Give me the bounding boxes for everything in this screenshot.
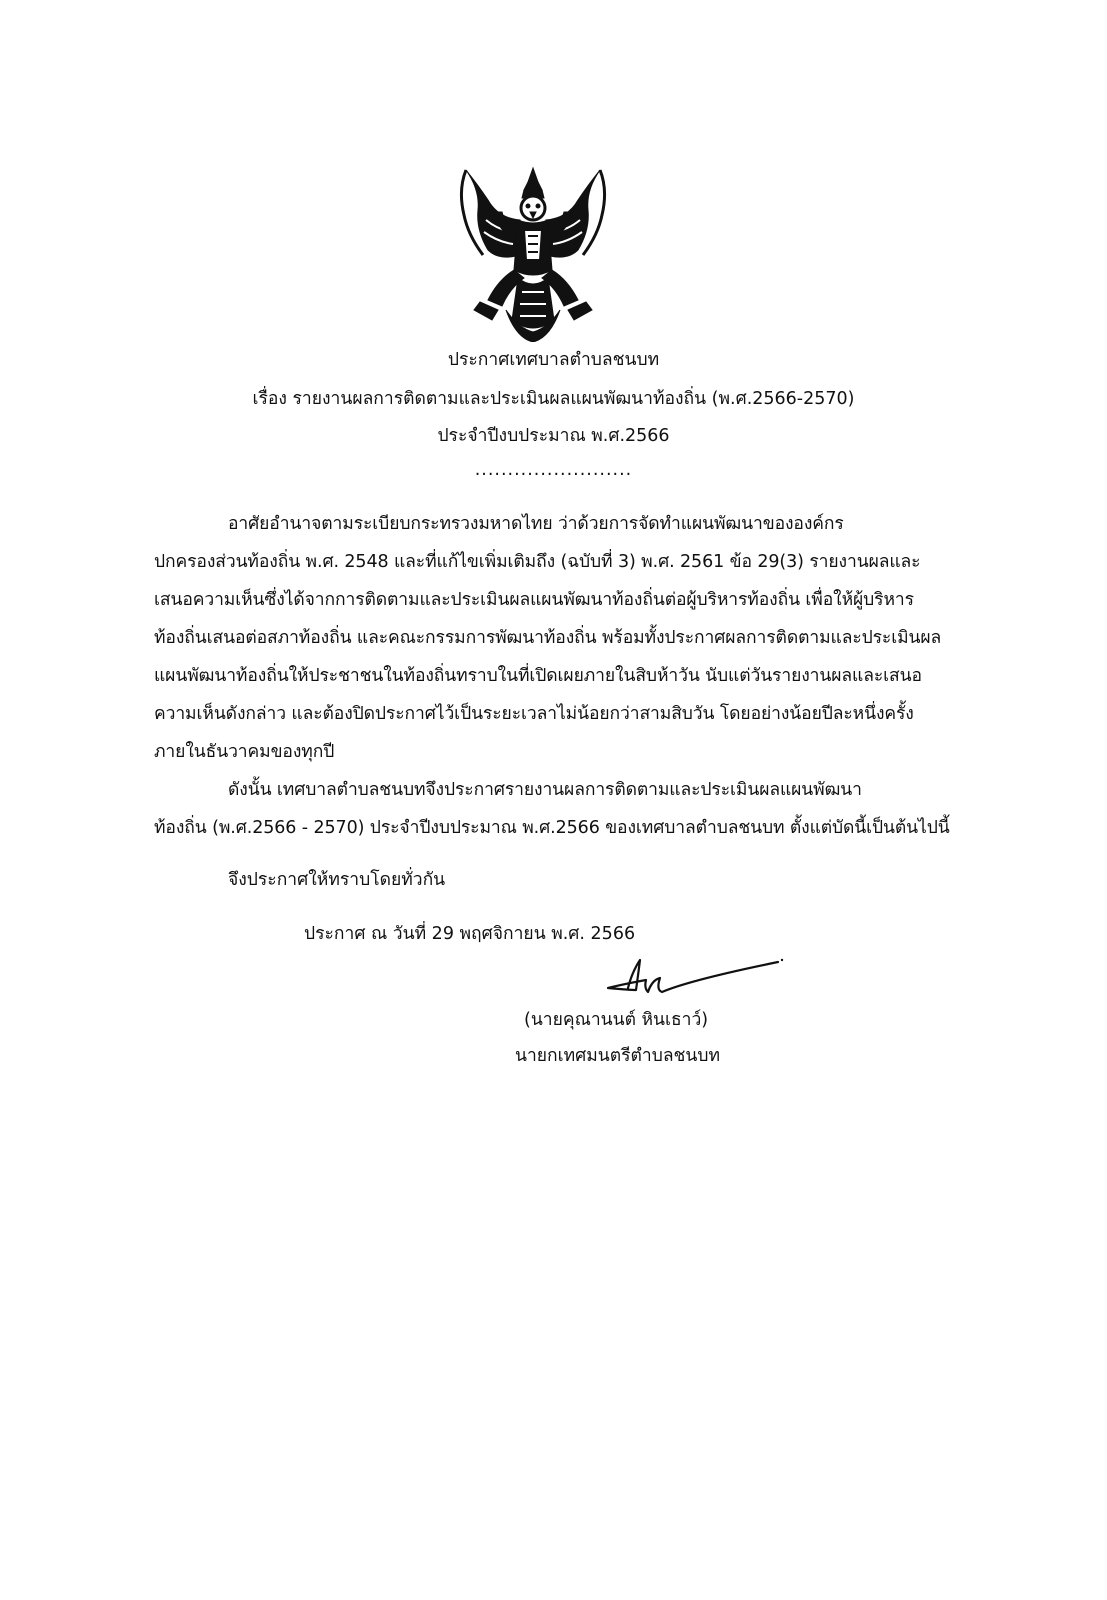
date-line: ประกาศ ณ วันที่ 29 พฤศจิกายน พ.ศ. 2566	[304, 924, 636, 944]
paragraph-line: ท้องถิ่นเสนอต่อสภาท้องถิ่น และคณะกรรมการพัฒนาท้องถิ่น พร้อมทั้งประกาศผลการติดตามและประเมินผล	[154, 628, 942, 648]
paragraph-line: เสนอความเห็นซึ่งได้จากการติดตามและประเมินผลแผนพัฒนาท้องถิ่นต่อผู้บริหารท้องถิ่น เพื่อให้ผู้บริหาร	[154, 590, 914, 610]
paragraph-line: ความเห็นดังกล่าว และต้องปิดประกาศไว้เป็นระยะเวลาไม่น้อยกว่าสามสิบวัน โดยอย่างน้อยปีละหนึ่งครั้ง	[154, 704, 914, 724]
paragraph-announcement-continued	[154, 816, 974, 840]
signatory-position: นายกเทศมนตรีตำบลชนบท	[515, 1046, 721, 1066]
paragraph-line: แผนพัฒนาท้องถิ่นให้ประชาชนในท้องถิ่นทราบในที่เปิดเผยภายในสิบห้าวัน นับแต่วันรายงานผลและเสนอ	[154, 666, 922, 686]
handwritten-signature	[600, 950, 800, 1010]
paragraph-line: ท้องถิ่น (พ.ศ.2566 - 2570) ประจำปีงบประมาณ พ.ศ.2566 ของเทศบาลตำบลชนบท ตั้งแต่บัดนี้เป็นต้นไปนี้	[154, 818, 950, 838]
paragraph-authority	[222, 512, 972, 550]
paragraph-line: ภายในธันวาคมของทุกปี	[154, 742, 335, 762]
paragraph-announcement	[228, 778, 978, 802]
signatory-name: (นายคุณานนต์ หินเธาว์)	[524, 1010, 709, 1030]
paragraph-line: อาศัยอำนาจตามระเบียบกระทรวงมหาดไทย ว่าด้วยการจัดทำแผนพัฒนาขององค์กร	[228, 514, 844, 534]
closing-line: จึงประกาศให้ทราบโดยทั่วกัน	[228, 870, 446, 890]
fiscal-year-line: ประจำปีงบประมาณ พ.ศ.2566	[437, 426, 670, 446]
paragraph-line: ปกครองส่วนท้องถิ่น พ.ศ. 2548 และที่แก้ไขเพิ่มเติมถึง (ฉบับที่ 3) พ.ศ. 2561 ข้อ 29(3) รายงานผลและ	[154, 552, 921, 572]
header-divider: ........................	[474, 460, 633, 480]
announcement-subject: เรื่อง รายงานผลการติดตามและประเมินผลแผนพัฒนาท้องถิ่น (พ.ศ.2566-2570)	[252, 389, 855, 409]
announcement-title: ประกาศเทศบาลตำบลชนบท	[447, 350, 660, 370]
paragraph-authority-continued	[154, 550, 974, 778]
garuda-emblem-icon	[458, 160, 608, 342]
paragraph-line: ดังนั้น เทศบาลตำบลชนบทจึงประกาศรายงานผลการติดตามและประเมินผลแผนพัฒนา	[228, 780, 862, 800]
